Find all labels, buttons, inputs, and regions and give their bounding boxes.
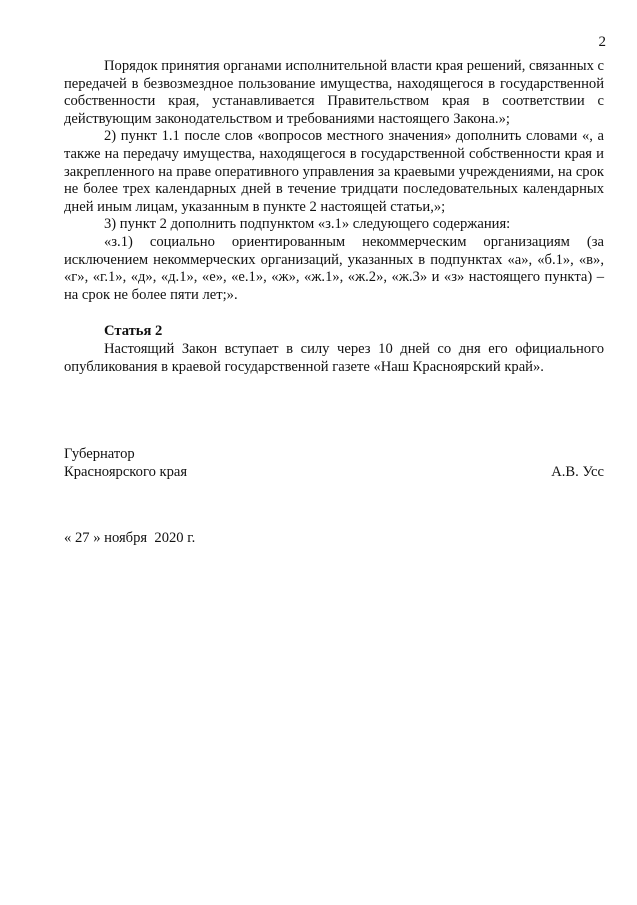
document-body (64, 58, 604, 376)
page-number: 2 (598, 34, 606, 50)
signature-block (64, 446, 604, 481)
article-2-text: Настоящий Закон вступает в силу через 10 дней со дня его официального опубликования в краевой государственной газете «Наш Красноярский край». (64, 340, 604, 375)
paragraph-subitem-z1: «з.1) социально ориентированным некоммерческим организациям (за исключением некоммерческих организаций, указанных в подпунктах «а», «б.1», «в», «г», «г.1», «д», «д.1», «е», «е.1», «ж», «ж.1», «ж.2», «ж.3» и «з» настоящего пункта) – на срок не более пяти лет;». (64, 233, 604, 303)
signing-date: « 27 » ноября 2020 г. (64, 530, 196, 546)
paragraph-item-3: 3) пункт 2 дополнить подпунктом «з.1» следующего содержания: (104, 216, 511, 233)
signatory-name: А.В. Усс (551, 463, 604, 480)
paragraph-procedure: Порядок принятия органами исполнительной власти края решений, связанных с передачей в безвозмездное пользование имущества, находящегося в государственной собственности края, устанавливается Правительством края в соответствии с действующим законодательством и требованиями настоящего Закона.»; (64, 58, 604, 127)
signatory-position-line-2: Красноярского края (64, 463, 188, 480)
article-2-title: Статья 2 (104, 323, 163, 340)
spacer (64, 304, 604, 323)
paragraph-item-2: 2) пункт 1.1 после слов «вопросов местного значения» дополнить словами «, а также на передачу имущества, находящегося в государственной собственности края и закрепленного на праве оперативного управления за краевыми учреждениями, на срок не более трех календарных дней в течение тридцати последовательных календарных дней иным лицам, указанным в пункте 2 настоящей статьи,»; (64, 128, 604, 215)
signatory-position-line-1: Губернатор (64, 446, 135, 462)
